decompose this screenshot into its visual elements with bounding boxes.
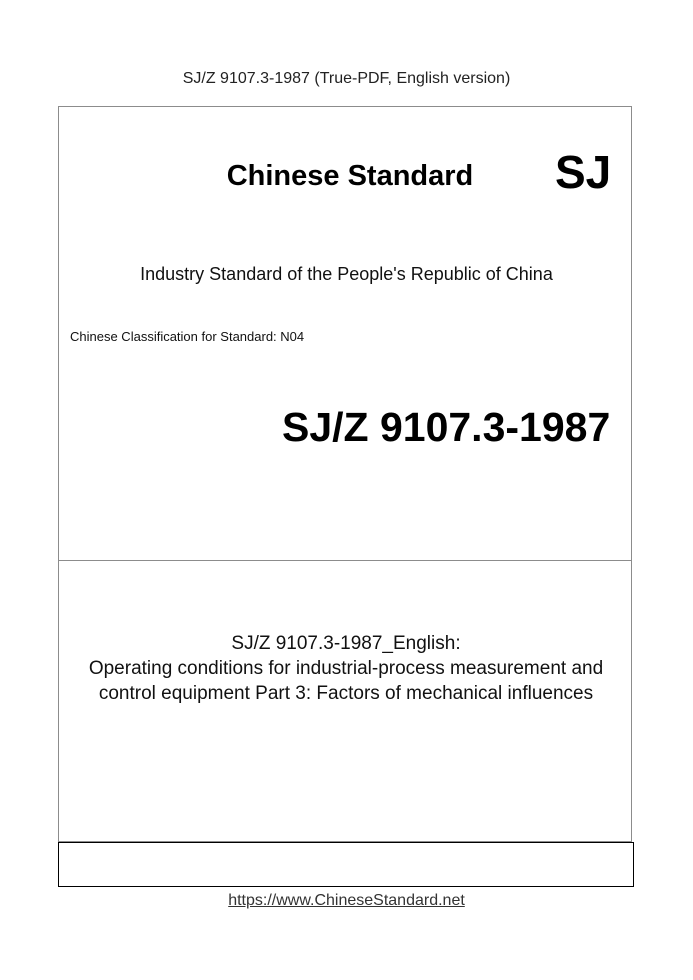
classification: Chinese Classification for Standard: N04 <box>70 329 305 344</box>
cover-frame <box>58 106 632 842</box>
document-title-line: control equipment Part 3: Factors of mechanical influences <box>98 683 594 704</box>
sj-mark: SJ <box>555 146 612 198</box>
website-link-container <box>0 892 693 910</box>
document-title <box>60 631 632 706</box>
website-link[interactable]: https://www.ChineseStandard.net <box>228 892 465 909</box>
frame-divider <box>59 560 631 561</box>
top-caption: SJ/Z 9107.3-1987 (True-PDF, English version) <box>182 70 511 87</box>
subtitle: Industry Standard of the People's Republic of China <box>140 264 553 284</box>
footer-box <box>58 842 634 887</box>
header-title: Chinese Standard <box>226 160 474 192</box>
document-title-line: Operating conditions for industrial-process measurement and <box>88 658 604 679</box>
standard-number: SJ/Z 9107.3-1987 <box>282 404 611 450</box>
document-title-line: SJ/Z 9107.3-1987_English: <box>231 633 461 654</box>
